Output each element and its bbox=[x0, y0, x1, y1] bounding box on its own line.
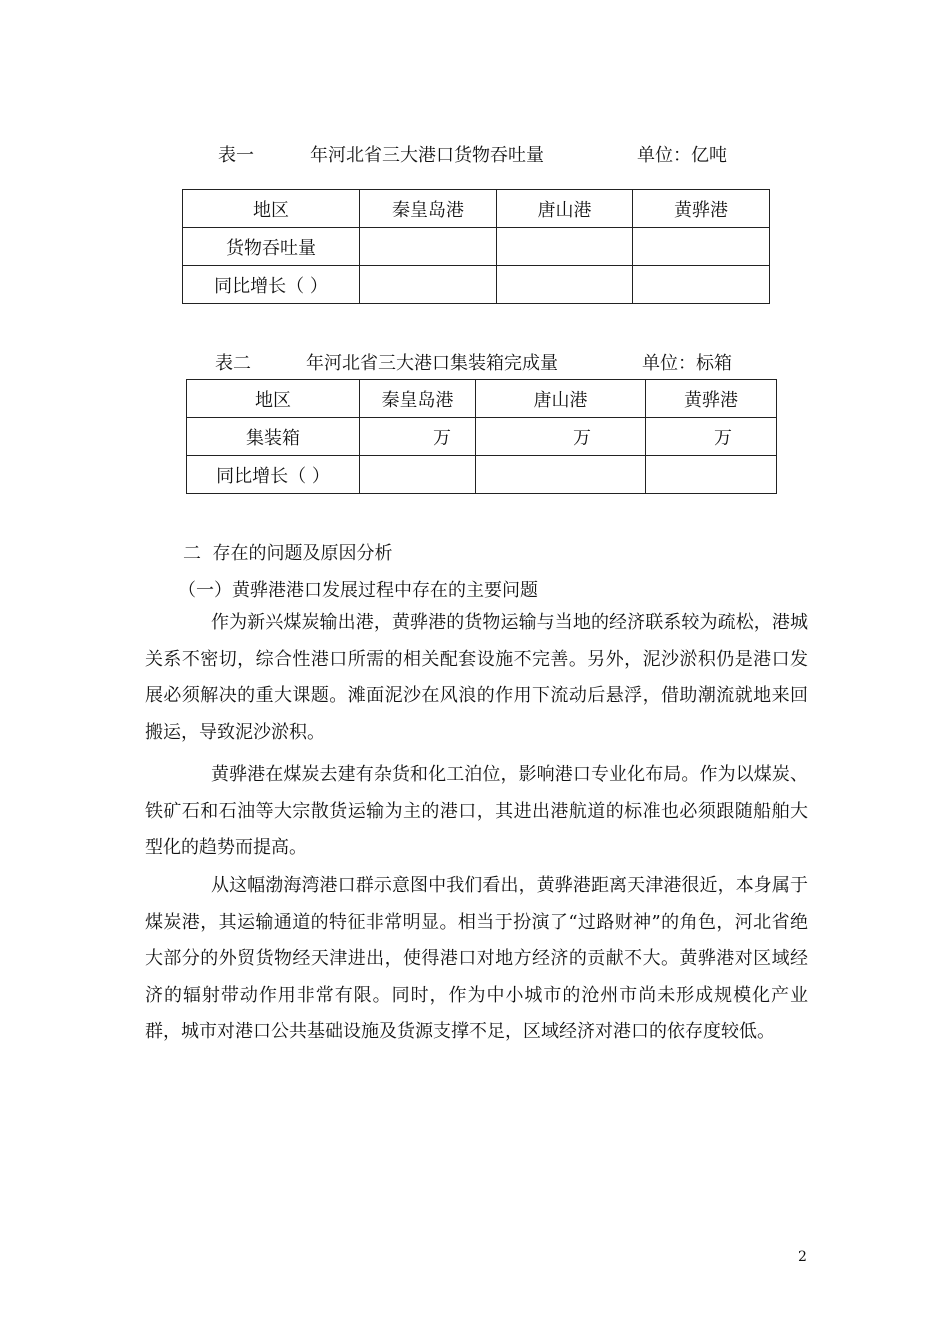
table-header-cell: 秦皇岛港 bbox=[360, 380, 476, 418]
table1-caption-unit: 单位：亿吨 bbox=[637, 145, 727, 166]
table-header-row bbox=[187, 380, 777, 418]
table-header-cell: 黄骅港 bbox=[646, 380, 777, 418]
table-row bbox=[187, 456, 777, 494]
table-cell bbox=[633, 228, 770, 266]
table-cell: 同比增长（ ） bbox=[183, 266, 360, 304]
body-paragraph: 黄骅港在煤炭去建有杂货和化工泊位，影响港口专业化布局。作为以煤炭、铁矿石和石油等大宗散货运输为主的港口，其进出港航道的标准也必须跟随船舶大型化的趋势而提高。 bbox=[145, 764, 808, 858]
page-number: 2 bbox=[798, 1249, 807, 1265]
table-header-cell: 唐山港 bbox=[497, 190, 633, 228]
table-cell bbox=[633, 266, 770, 304]
table2-caption-title: 年河北省三大港口集装箱完成量 bbox=[306, 353, 558, 374]
table-cell: 货物吞吐量 bbox=[183, 228, 360, 266]
body-paragraph: 从这幅渤海湾港口群示意图中我们看出，黄骅港距离天津港很近，本身属于煤炭港，其运输通道的特征非常明显。相当于扮演了“过路财神”的角色，河北省绝大部分的外贸货物经天津进出，使得港口对地方经济的贡献不大。黄骅港对区域经济的辐射带动作用非常有限。同时，作为中小城市的沧州市尚未形成规模化产业群，城市对港口公共基础设施及货源支撑不足，区域经济对港口的依存度较低。 bbox=[145, 875, 808, 1042]
table-row bbox=[187, 418, 777, 456]
table-cell bbox=[497, 228, 633, 266]
table-cell: 万 bbox=[476, 418, 646, 456]
body-paragraph: 作为新兴煤炭输出港，黄骅港的货物运输与当地的经济联系较为疏松，港城关系不密切，综合性港口所需的相关配套设施不完善。另外，泥沙淤积仍是港口发展必须解决的重大课题。滩面泥沙在风浪的作用下流动后悬浮，借助潮流就地来回搬运，导致泥沙淤积。 bbox=[145, 612, 808, 743]
table-header-cell: 黄骅港 bbox=[633, 190, 770, 228]
table-header-cell: 地区 bbox=[183, 190, 360, 228]
table2-caption-prefix: 表二 bbox=[215, 353, 251, 374]
table-row bbox=[183, 228, 770, 266]
table-cell bbox=[360, 266, 497, 304]
table-cell: 万 bbox=[360, 418, 476, 456]
table2 bbox=[186, 379, 777, 494]
table-cell bbox=[646, 456, 777, 494]
table-cell: 同比增长（ ） bbox=[187, 456, 360, 494]
table-cell: 万 bbox=[646, 418, 777, 456]
table-cell bbox=[476, 456, 646, 494]
subsection-heading: （一）黄骅港港口发展过程中存在的主要问题 bbox=[178, 580, 538, 601]
table-cell: 集装箱 bbox=[187, 418, 360, 456]
table-cell bbox=[360, 228, 497, 266]
section-heading: 二 存在的问题及原因分析 bbox=[183, 543, 393, 564]
table1-caption-prefix: 表一 bbox=[218, 145, 254, 166]
table1-caption-title: 年河北省三大港口货物吞吐量 bbox=[310, 145, 544, 166]
table-row bbox=[183, 266, 770, 304]
table-cell bbox=[497, 266, 633, 304]
table1 bbox=[182, 189, 770, 304]
table-header-cell: 唐山港 bbox=[476, 380, 646, 418]
table-header-cell: 地区 bbox=[187, 380, 360, 418]
table2-caption-unit: 单位：标箱 bbox=[642, 353, 732, 374]
table-header-row bbox=[183, 190, 770, 228]
table-cell bbox=[360, 456, 476, 494]
table-header-cell: 秦皇岛港 bbox=[360, 190, 497, 228]
